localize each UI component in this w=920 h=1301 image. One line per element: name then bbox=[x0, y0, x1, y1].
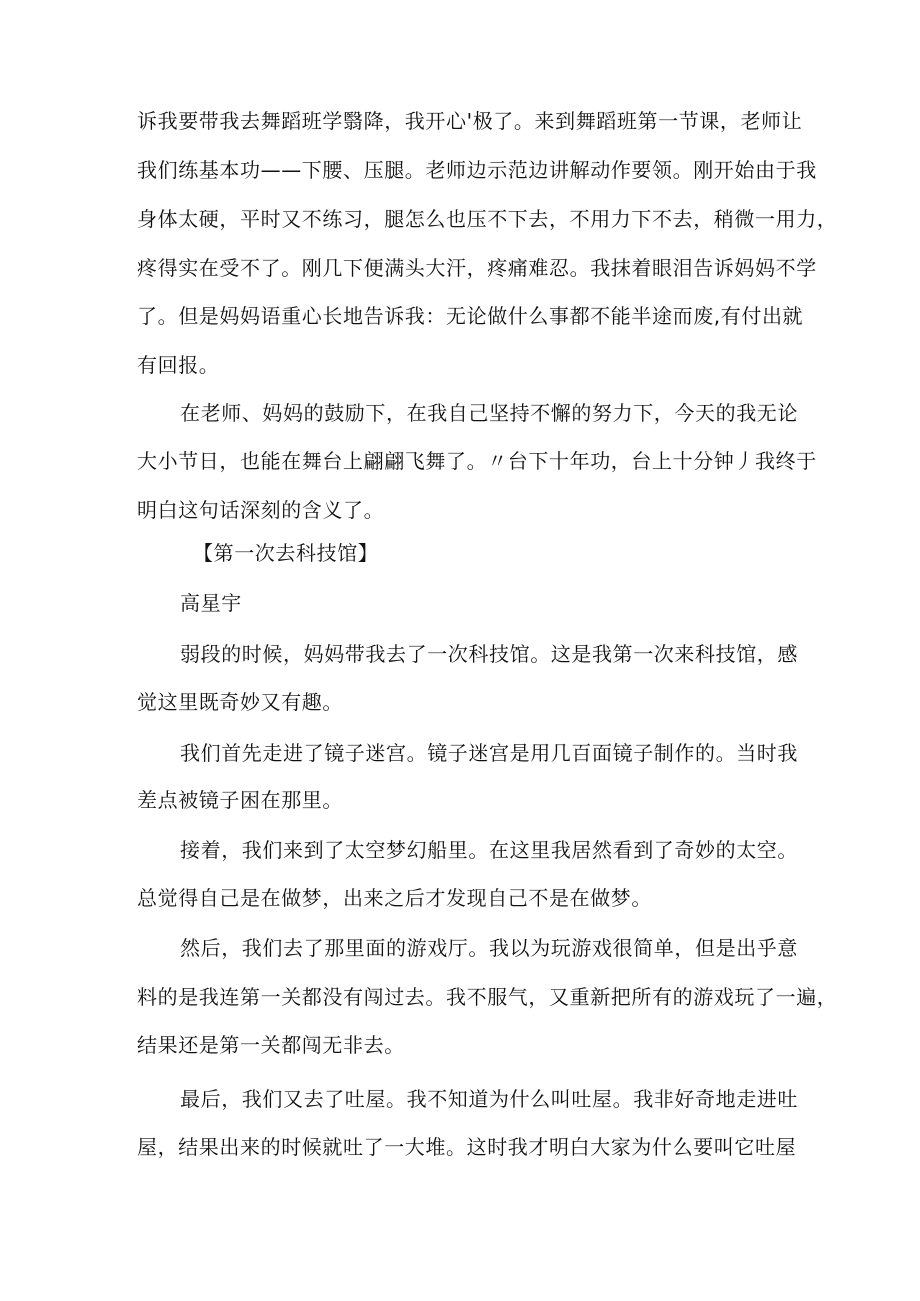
paragraph-line: 明白这句话深刻的含义了。 bbox=[137, 498, 385, 522]
paragraph-line: 料的是我连第一关都没有闯过去。我不服气，又重新把所有的游戏玩了一遍， bbox=[137, 985, 838, 1009]
paragraph-line: 觉这里既奇妙又有趣。 bbox=[137, 690, 343, 714]
paragraph-line: 我们练基本功——下腰、压腿。老师边示范边讲解动作要领。刚开始由于我 bbox=[137, 158, 817, 182]
paragraph-line: 疼得实在受不了。刚几下便满头大汗，疼痛难忍。我抹着眼泪告诉妈妈不学 bbox=[137, 256, 817, 280]
paragraph-line: 结果还是第一关都闯无非去。 bbox=[137, 1033, 405, 1057]
paragraph-line: 我们首先走进了镜子迷宫。镜子迷宫是用几百面镜子制作的。当时我 bbox=[180, 741, 798, 765]
paragraph-line: 差点被镜子困在那里。 bbox=[137, 788, 343, 812]
paragraph-line: 在老师、妈妈的鼓励下，在我自己坚持不懈的努力下，今天的我无论 bbox=[180, 401, 798, 425]
paragraph-line: 身体太硬，平时又不练习，腿怎么也压不下去，不用力下不去，稍微一用力， bbox=[137, 207, 838, 231]
author-name: 高星宇 bbox=[180, 591, 242, 615]
paragraph-line: 然后，我们去了那里面的游戏厅。我以为玩游戏很简单，但是出乎意 bbox=[180, 936, 798, 960]
paragraph-line: 有回报。 bbox=[137, 353, 220, 377]
paragraph-line: 弱段的时候，妈妈带我去了一次科技馆。这是我第一次来科技馆，感 bbox=[180, 642, 798, 666]
section-title: 【第一次去科技馆】 bbox=[193, 541, 379, 565]
paragraph-line: 最后，我们又去了吐屋。我不知道为什么叫吐屋。我非好奇地走进吐 bbox=[180, 1087, 798, 1111]
paragraph-line: 接着，我们来到了太空梦幻船里。在这里我居然看到了奇妙的太空。 bbox=[180, 838, 798, 862]
paragraph-line: 大小节日，也能在舞台上翩翩飞舞了。〃台下十年功，台上十分钟丿我终于 bbox=[137, 449, 817, 473]
paragraph-line: 屋，结果出来的时候就吐了一大堆。这时我才明白大家为什么要叫它吐屋 bbox=[137, 1135, 797, 1159]
paragraph-line: 了。但是妈妈语重心长地告诉我：无论做什么事都不能半途而废,有付出就 bbox=[137, 304, 804, 328]
paragraph-line: 总觉得自己是在做梦，出来之后才发现自己不是在做梦。 bbox=[137, 886, 652, 910]
paragraph-line: 诉我要带我去舞蹈班学翳降，我开心'极了。来到舞蹈班第一节课，老师让 bbox=[137, 109, 803, 133]
